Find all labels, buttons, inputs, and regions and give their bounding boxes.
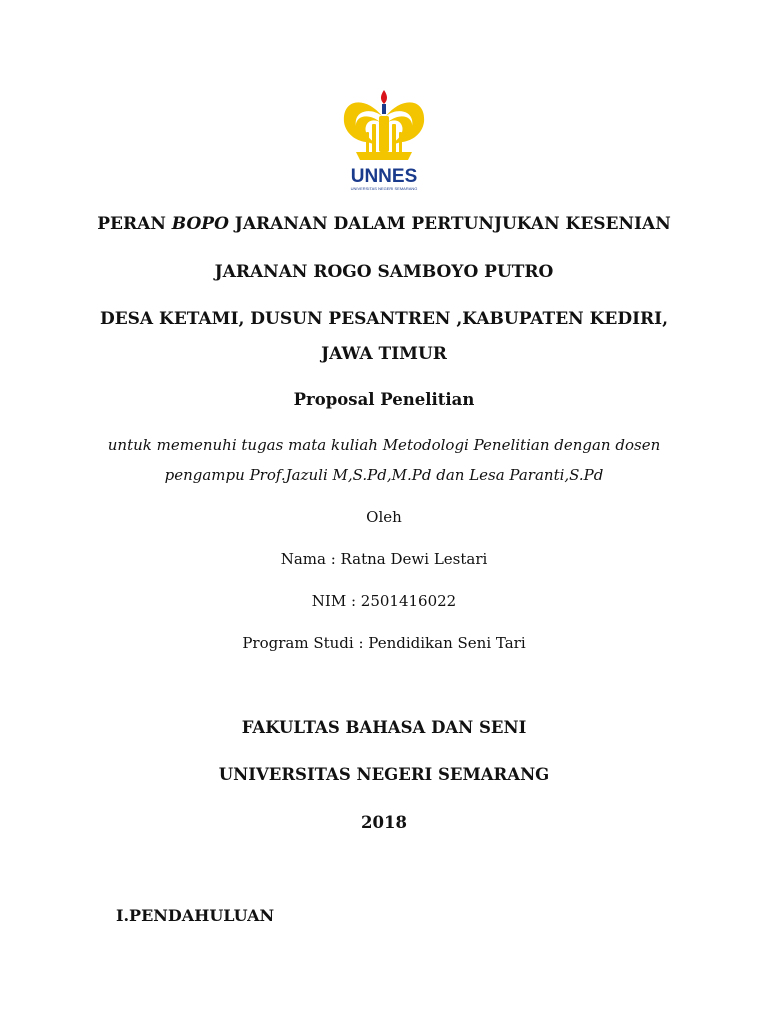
document-type: Proposal Penelitian	[293, 390, 475, 409]
unnes-logo	[336, 86, 432, 194]
year: 2018	[361, 813, 407, 832]
author-program: Program Studi : Pendidikan Seni Tari	[242, 634, 526, 652]
author-nim: NIM : 2501416022	[311, 592, 457, 610]
title-line-1	[0, 214, 768, 234]
purpose-line-1: untuk memenuhi tugas mata kuliah Metodologi Penelitian dengan dosen	[107, 436, 661, 454]
title-italic-term: BOPO	[171, 214, 229, 234]
title-line-2: JARANAN ROGO SAMBOYO PUTRO	[214, 262, 554, 282]
title-suffix: JARANAN DALAM PERTUNJUKAN KESENIAN	[228, 214, 671, 234]
purpose-line-2: pengampu Prof.Jazuli M,S.Pd,M.Pd dan Lesa Paranti,S.Pd	[164, 466, 604, 484]
logo-tagline: UNIVERSITAS NEGERI SEMARANG	[350, 186, 418, 191]
author-by: Oleh	[366, 508, 402, 526]
section-heading: I.PENDAHULUAN	[116, 906, 275, 925]
author-name: Nama : Ratna Dewi Lestari	[280, 550, 488, 568]
faculty-name: FAKULTAS BAHASA DAN SENI	[241, 718, 527, 737]
title-prefix: PERAN	[97, 214, 172, 234]
logo-wordmark: UNNES	[350, 166, 418, 187]
flame-icon	[381, 90, 387, 104]
title-line-3: DESA KETAMI, DUSUN PESANTREN ,KABUPATEN KEDIRI,	[99, 309, 669, 329]
university-name: UNIVERSITAS NEGERI SEMARANG	[218, 765, 550, 784]
title-line-4: JAWA TIMUR	[321, 344, 447, 364]
